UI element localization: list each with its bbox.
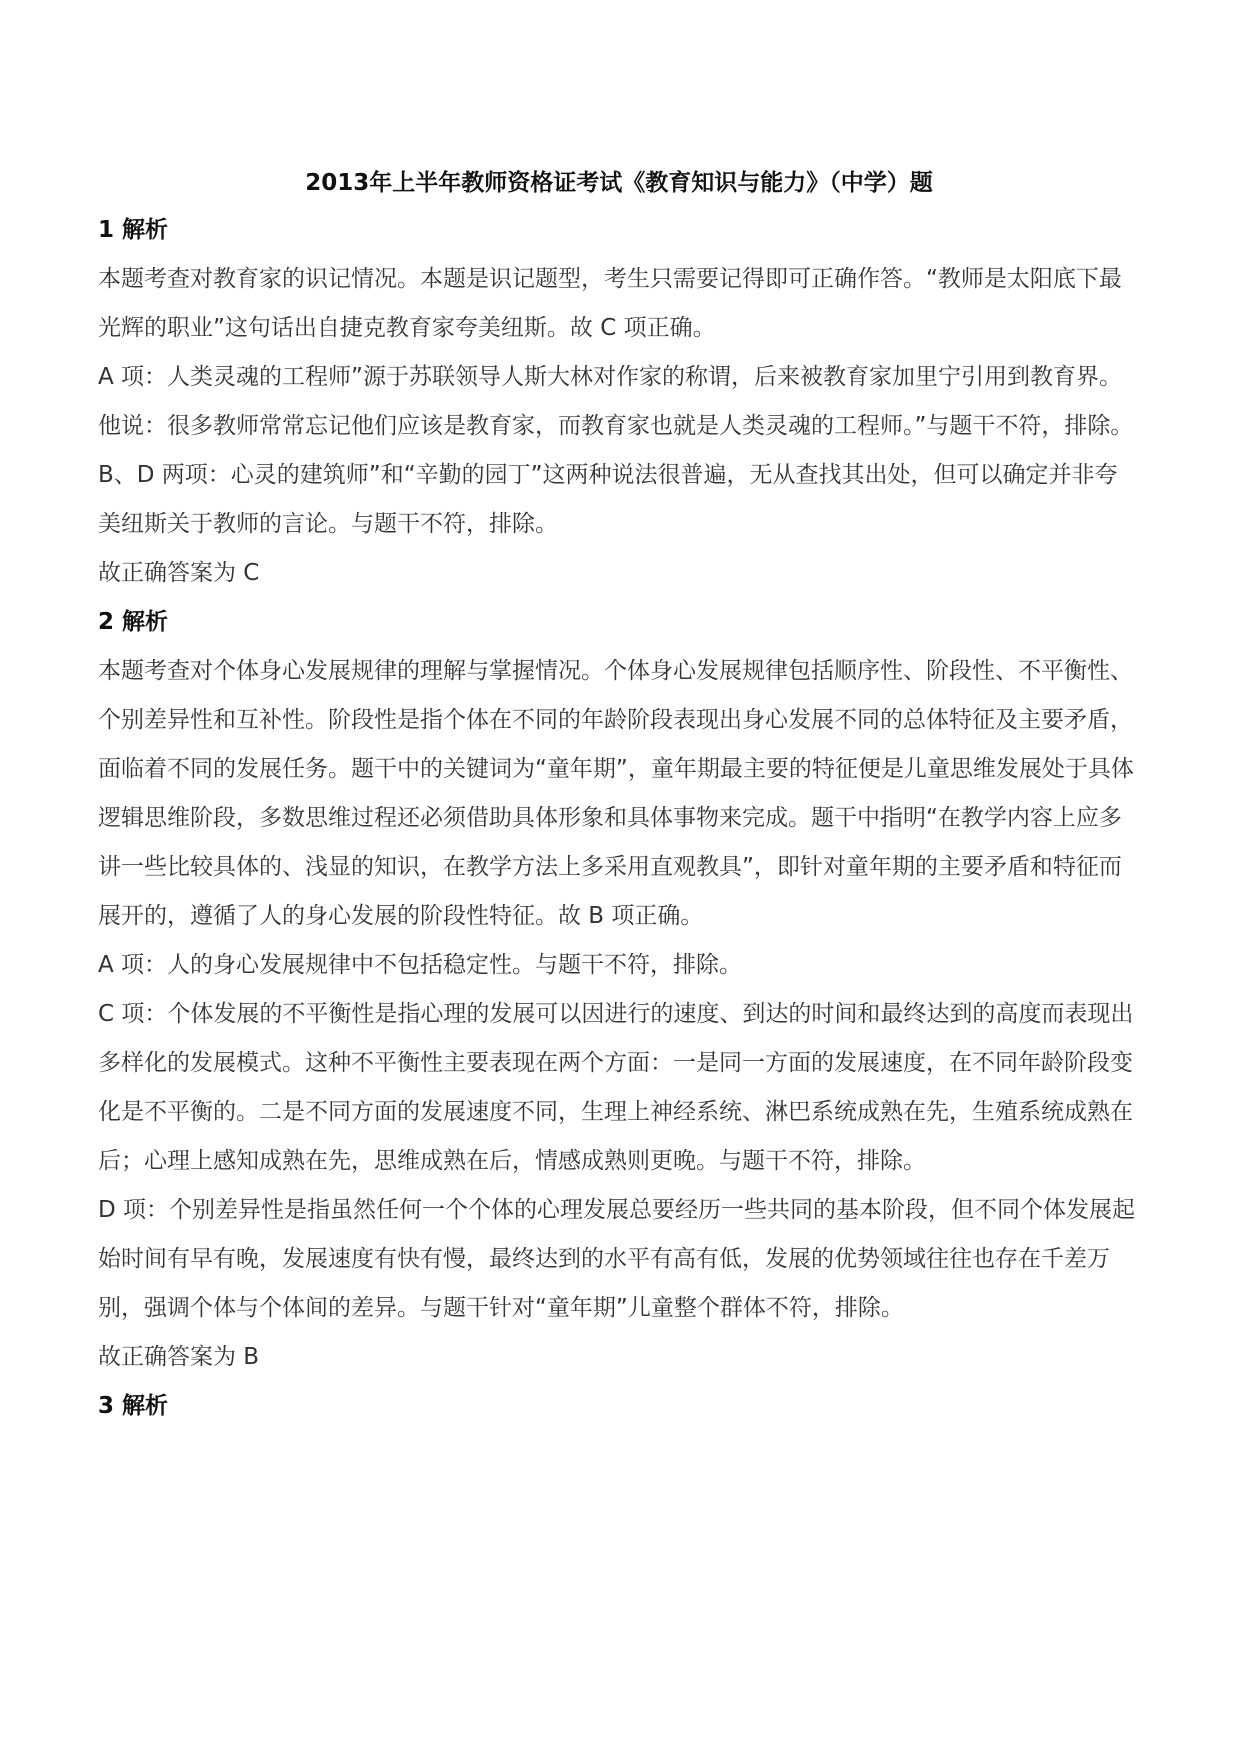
paragraph: 本题考查对教育家的识记情况。本题是识记题型，考生只需要记得即可正确作答。“教师是太阳底下最光辉的职业”这句话出自捷克教育家夸美纽斯。故 C 项正确。 [98, 266, 1122, 341]
answer-line: 故正确答案为 C [98, 560, 260, 586]
answer-line: 故正确答案为 B [98, 1344, 260, 1370]
paragraph: D 项：个别差异性是指虽然任何一个个体的心理发展总要经历一些共同的基本阶段，但不同个体发展起始时间有早有晚，发展速度有快有慢，最终达到的水平有高有低，发展的优势领域往往也存在千差万别，强调个体与个体间的差异。与题干针对“童年期”儿童整个群体不符，排除。 [98, 1197, 1136, 1321]
paragraph: C 项：个体发展的不平衡性是指心理的发展可以因进行的速度、到达的时间和最终达到的高度而表现出多样化的发展模式。这种不平衡性主要表现在两个方面：一是同一方面的发展速度，在不同年龄阶段变化是不平衡的。二是不同方面的发展速度不同，生理上神经系统、淋巴系统成熟在先，生殖系统成熟在后；心理上感知成熟在先，思维成熟在后，情感成熟则更晚。与题干不符，排除。 [98, 1001, 1134, 1174]
paragraph: B、D 两项：心灵的建筑师”和“辛勤的园丁”这两种说法很普遍，无从查找其出处，但可以确定并非夸美纽斯关于教师的言论。与题干不符，排除。 [98, 462, 1118, 537]
answer-section-1 [98, 206, 1140, 598]
section-heading: 2 解析 [98, 609, 169, 635]
paragraph: 本题考查对个体身心发展规律的理解与掌握情况。个体身心发展规律包括顺序性、阶段性、不平衡性、个别差异性和互补性。阶段性是指个体在不同的年龄阶段表现出身心发展不同的总体特征及主要矛盾，面临着不同的发展任务。题干中的关键词为“童年期”，童年期最主要的特征便是儿童思维发展处于具体逻辑思维阶段，多数思维过程还必须借助具体形象和具体事物来完成。题干中指明“在教学内容上应多讲一些比较具体的、浅显的知识，在教学方法上多采用直观教具”，即针对童年期的主要矛盾和特征而展开的，遵循了人的身心发展的阶段性特征。故 B 项正确。 [98, 658, 1134, 929]
answer-section-3 [98, 1382, 1140, 1431]
document-title: 2013年上半年教师资格证考试《教育知识与能力》（中学）题 [305, 170, 933, 196]
section-heading: 1 解析 [98, 217, 169, 243]
paragraph: A 项：人类灵魂的工程师”源于苏联领导人斯大林对作家的称谓，后来被教育家加里宁引用到教育界。他说：很多教师常常忘记他们应该是教育家，而教育家也就是人类灵魂的工程师。”与题干不符，排除。 [98, 364, 1134, 439]
section-heading: 3 解析 [98, 1393, 169, 1419]
paragraph: A 项：人的身心发展规律中不包括稳定性。与题干不符，排除。 [98, 952, 743, 978]
answer-section-2 [98, 598, 1140, 1382]
